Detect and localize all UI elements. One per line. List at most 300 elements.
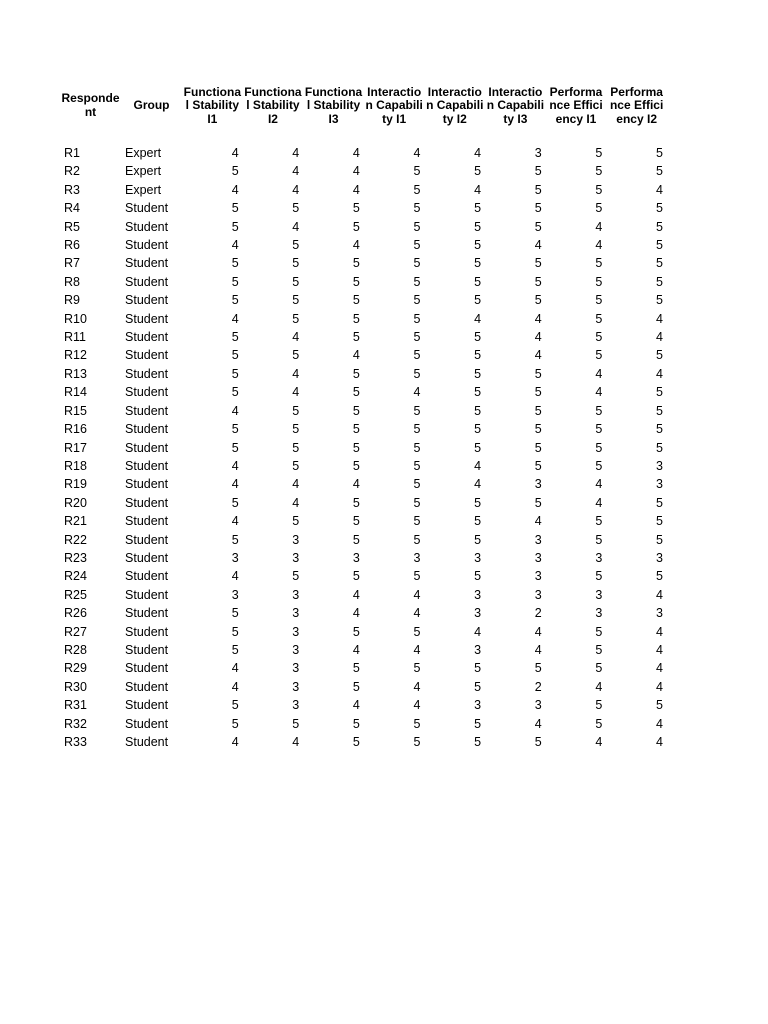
group-cell: Student <box>125 661 169 676</box>
score-cell: 4 <box>231 403 239 418</box>
score-cell: 5 <box>656 348 663 363</box>
score-cell: 5 <box>595 698 603 713</box>
score-cell: 4 <box>656 716 663 731</box>
score-cell: 4 <box>534 348 542 363</box>
score-cell: 5 <box>231 219 239 234</box>
group-cell: Student <box>125 238 169 253</box>
table-row <box>60 457 667 475</box>
score-cell: 3 <box>534 146 542 160</box>
score-cell: 4 <box>231 311 239 326</box>
score-cell: 4 <box>534 514 542 529</box>
score-cell: 3 <box>534 587 542 602</box>
score-cell: 3 <box>474 698 482 713</box>
score-cell: 5 <box>656 219 663 234</box>
score-cell: 5 <box>413 716 421 731</box>
score-cell: 5 <box>413 477 421 492</box>
score-cell: 4 <box>413 385 421 400</box>
score-cell: 5 <box>352 403 360 418</box>
respondent-cell: R21 <box>64 514 87 529</box>
score-cell: 4 <box>352 182 360 197</box>
header-functional-stability-i3: Functional Stability I3 <box>304 84 363 126</box>
score-cell: 4 <box>352 606 360 621</box>
score-cell: 4 <box>534 624 542 639</box>
score-cell: 5 <box>534 164 542 179</box>
score-cell: 5 <box>656 440 663 455</box>
score-cell: 5 <box>231 348 239 363</box>
score-cell: 5 <box>413 201 421 216</box>
score-cell: 4 <box>231 182 239 197</box>
group-cell: Student <box>125 219 169 234</box>
score-cell: 4 <box>474 458 482 473</box>
score-cell: 5 <box>534 201 542 216</box>
score-cell: 5 <box>292 569 300 584</box>
score-cell: 5 <box>474 366 482 381</box>
group-cell: Student <box>125 311 169 326</box>
score-cell: 5 <box>413 366 421 381</box>
table-row <box>60 696 667 714</box>
group-cell: Student <box>125 514 169 529</box>
score-cell: 5 <box>595 182 603 197</box>
score-cell: 5 <box>413 440 421 455</box>
table-row <box>60 291 667 309</box>
table-row <box>60 181 667 199</box>
group-cell: Student <box>125 330 169 345</box>
score-cell: 4 <box>352 238 360 253</box>
score-cell: 5 <box>413 293 421 308</box>
score-cell: 5 <box>474 532 482 547</box>
score-cell: 5 <box>352 256 360 271</box>
score-cell: 5 <box>595 164 603 179</box>
table-row <box>60 402 667 420</box>
group-cell: Student <box>125 201 169 216</box>
table-row <box>60 236 667 254</box>
score-cell: 3 <box>656 477 663 492</box>
header-respondent: Respondent <box>61 91 120 119</box>
score-cell: 5 <box>292 458 300 473</box>
score-cell: 5 <box>231 440 239 455</box>
group-cell: Expert <box>125 164 162 179</box>
group-cell: Student <box>125 569 169 584</box>
score-cell: 4 <box>656 661 663 676</box>
spacer-cell <box>60 136 667 144</box>
table-row <box>60 199 667 217</box>
score-cell: 5 <box>474 256 482 271</box>
group-cell: Student <box>125 716 169 731</box>
score-cell: 3 <box>474 642 482 657</box>
score-cell: 5 <box>656 274 663 289</box>
score-cell: 5 <box>231 274 239 289</box>
score-cell: 4 <box>534 311 542 326</box>
table-row <box>60 531 667 549</box>
score-cell: 4 <box>474 146 482 160</box>
score-cell: 5 <box>534 385 542 400</box>
score-cell: 5 <box>595 642 603 657</box>
header-functional-stability-i2: Functional Stability I2 <box>244 84 302 126</box>
score-cell: 5 <box>292 514 300 529</box>
score-cell: 5 <box>534 219 542 234</box>
score-cell: 4 <box>231 679 239 694</box>
respondent-cell: R11 <box>64 330 87 345</box>
group-cell: Student <box>125 440 169 455</box>
score-cell: 4 <box>656 587 663 602</box>
group-cell: Student <box>125 587 169 602</box>
score-cell: 3 <box>292 642 300 657</box>
respondent-cell: R16 <box>64 422 87 437</box>
score-cell: 5 <box>595 348 603 363</box>
score-cell: 3 <box>534 698 542 713</box>
respondent-cell: R8 <box>64 274 80 289</box>
score-cell: 5 <box>595 716 603 731</box>
score-cell: 4 <box>352 348 360 363</box>
score-cell: 5 <box>595 293 603 308</box>
score-cell: 4 <box>292 366 300 381</box>
score-cell: 5 <box>595 146 603 160</box>
score-cell: 5 <box>352 274 360 289</box>
score-cell: 5 <box>656 164 663 179</box>
score-cell: 5 <box>534 495 542 510</box>
score-cell: 5 <box>474 422 482 437</box>
respondent-cell: R4 <box>64 201 80 216</box>
score-cell: 5 <box>474 716 482 731</box>
score-cell: 5 <box>413 532 421 547</box>
score-cell: 5 <box>352 716 360 731</box>
score-cell: 5 <box>534 403 542 418</box>
score-cell: 4 <box>656 624 663 639</box>
score-cell: 5 <box>413 256 421 271</box>
score-cell: 3 <box>474 550 482 565</box>
score-cell: 3 <box>595 587 603 602</box>
score-cell: 5 <box>595 403 603 418</box>
score-cell: 5 <box>595 532 603 547</box>
score-cell: 5 <box>474 679 482 694</box>
group-cell: Student <box>125 403 169 418</box>
score-cell: 4 <box>292 330 300 345</box>
score-cell: 5 <box>352 330 360 345</box>
table-row <box>60 420 667 438</box>
score-cell: 4 <box>656 679 663 694</box>
score-cell: 5 <box>474 201 482 216</box>
score-cell: 5 <box>595 624 603 639</box>
score-cell: 3 <box>656 458 663 473</box>
respondent-cell: R12 <box>64 348 87 363</box>
score-cell: 4 <box>352 477 360 492</box>
table-row <box>60 549 667 567</box>
score-cell: 5 <box>595 458 603 473</box>
group-cell: Student <box>125 606 169 621</box>
table-row <box>60 678 667 696</box>
respondent-cell: R9 <box>64 293 80 308</box>
header-functional-stability-i1: Functional Stability I1 <box>183 84 241 126</box>
respondent-cell: R10 <box>64 311 87 326</box>
group-cell: Expert <box>125 182 162 197</box>
score-cell: 4 <box>352 164 360 179</box>
score-cell: 5 <box>474 348 482 363</box>
score-cell: 4 <box>595 219 603 234</box>
table-row <box>60 346 667 364</box>
score-cell: 4 <box>413 642 421 657</box>
score-cell: 5 <box>231 624 239 639</box>
score-cell: 3 <box>413 550 421 565</box>
score-cell: 3 <box>292 624 300 639</box>
respondent-cell: R25 <box>64 587 87 602</box>
group-cell: Student <box>125 624 169 639</box>
score-cell: 4 <box>656 735 663 749</box>
score-cell: 4 <box>292 182 300 197</box>
respondent-scores-table <box>60 76 667 751</box>
group-cell: Student <box>125 422 169 437</box>
score-cell: 5 <box>534 293 542 308</box>
score-cell: 4 <box>352 642 360 657</box>
group-cell: Student <box>125 532 169 547</box>
score-cell: 5 <box>292 348 300 363</box>
table-row <box>60 144 667 162</box>
group-cell: Student <box>125 698 169 713</box>
respondent-cell: R33 <box>64 735 87 749</box>
score-cell: 3 <box>352 550 360 565</box>
score-cell: 5 <box>413 495 421 510</box>
score-cell: 5 <box>534 422 542 437</box>
score-cell: 5 <box>656 514 663 529</box>
score-cell: 5 <box>413 219 421 234</box>
score-cell: 5 <box>534 366 542 381</box>
score-cell: 4 <box>352 146 360 160</box>
score-cell: 3 <box>292 550 300 565</box>
score-cell: 4 <box>474 311 482 326</box>
table-row <box>60 383 667 401</box>
score-cell: 5 <box>231 532 239 547</box>
respondent-cell: R6 <box>64 238 80 253</box>
score-cell: 5 <box>292 403 300 418</box>
score-cell: 5 <box>352 569 360 584</box>
score-cell: 4 <box>231 477 239 492</box>
score-cell: 3 <box>292 532 300 547</box>
score-cell: 4 <box>413 587 421 602</box>
score-cell: 5 <box>231 330 239 345</box>
score-cell: 5 <box>413 330 421 345</box>
score-cell: 5 <box>474 293 482 308</box>
score-cell: 4 <box>231 735 239 749</box>
respondent-cell: R27 <box>64 624 87 639</box>
score-cell: 4 <box>474 624 482 639</box>
respondent-cell: R28 <box>64 642 87 657</box>
score-cell: 3 <box>595 606 603 621</box>
score-cell: 5 <box>352 422 360 437</box>
score-cell: 2 <box>534 606 542 621</box>
table-row <box>60 254 667 272</box>
score-cell: 3 <box>292 606 300 621</box>
score-cell: 4 <box>231 238 239 253</box>
group-cell: Student <box>125 642 169 657</box>
score-cell: 4 <box>413 606 421 621</box>
table-row <box>60 494 667 512</box>
score-cell: 3 <box>292 587 300 602</box>
score-cell: 4 <box>656 366 663 381</box>
header-interaction-capability-i1: Interaction Capability I1 <box>365 84 423 126</box>
score-cell: 4 <box>595 477 603 492</box>
group-cell: Student <box>125 495 169 510</box>
table-row <box>60 218 667 236</box>
score-cell: 4 <box>656 330 663 345</box>
table-row <box>60 604 667 622</box>
respondent-cell: R31 <box>64 698 87 713</box>
score-cell: 5 <box>656 256 663 271</box>
score-cell: 5 <box>413 735 421 749</box>
score-cell: 5 <box>413 164 421 179</box>
score-cell: 5 <box>231 293 239 308</box>
score-cell: 5 <box>474 661 482 676</box>
respondent-cell: R23 <box>64 550 87 565</box>
score-cell: 5 <box>595 422 603 437</box>
score-cell: 5 <box>534 735 542 749</box>
score-cell: 4 <box>292 146 300 160</box>
score-cell: 4 <box>231 146 239 160</box>
score-cell: 5 <box>474 495 482 510</box>
score-cell: 5 <box>231 495 239 510</box>
score-cell: 5 <box>231 422 239 437</box>
score-cell: 4 <box>292 219 300 234</box>
score-cell: 4 <box>534 330 542 345</box>
score-cell: 3 <box>231 587 239 602</box>
score-cell: 5 <box>231 366 239 381</box>
score-cell: 5 <box>352 624 360 639</box>
score-cell: 4 <box>231 514 239 529</box>
group-cell: Student <box>125 550 169 565</box>
score-cell: 5 <box>292 311 300 326</box>
table-row <box>60 439 667 457</box>
group-cell: Student <box>125 274 169 289</box>
score-cell: 4 <box>352 587 360 602</box>
header-interaction-capability-i3: Interaction Capability I3 <box>486 84 545 126</box>
score-cell: 5 <box>352 219 360 234</box>
table-row <box>60 475 667 493</box>
group-cell: Student <box>125 293 169 308</box>
score-cell: 5 <box>474 403 482 418</box>
score-cell: 4 <box>595 679 603 694</box>
score-cell: 5 <box>352 735 360 749</box>
respondent-cell: R5 <box>64 219 80 234</box>
score-cell: 5 <box>656 385 663 400</box>
score-cell: 5 <box>352 458 360 473</box>
score-cell: 5 <box>413 422 421 437</box>
score-cell: 5 <box>352 385 360 400</box>
table-row <box>60 733 667 751</box>
score-cell: 5 <box>656 532 663 547</box>
score-cell: 5 <box>413 311 421 326</box>
score-cell: 5 <box>292 440 300 455</box>
score-cell: 5 <box>534 661 542 676</box>
score-cell: 5 <box>534 182 542 197</box>
score-cell: 5 <box>534 440 542 455</box>
score-cell: 4 <box>292 164 300 179</box>
score-cell: 5 <box>474 569 482 584</box>
score-cell: 3 <box>595 550 603 565</box>
table-row <box>60 567 667 585</box>
score-cell: 4 <box>656 311 663 326</box>
score-cell: 5 <box>595 330 603 345</box>
score-cell: 4 <box>534 238 542 253</box>
score-cell: 5 <box>413 569 421 584</box>
score-cell: 5 <box>292 293 300 308</box>
score-cell: 5 <box>292 238 300 253</box>
score-cell: 5 <box>352 514 360 529</box>
header-interaction-capability-i2: Interaction Capability I2 <box>426 84 484 126</box>
respondent-cell: R14 <box>64 385 87 400</box>
score-cell: 3 <box>534 569 542 584</box>
respondent-cell: R30 <box>64 679 87 694</box>
table-row <box>60 623 667 641</box>
table-row <box>60 365 667 383</box>
respondent-cell: R32 <box>64 716 87 731</box>
score-cell: 4 <box>292 385 300 400</box>
score-cell: 4 <box>595 238 603 253</box>
respondent-cell: R15 <box>64 403 87 418</box>
group-cell: Student <box>125 256 169 271</box>
spreadsheet-page <box>60 76 670 751</box>
score-cell: 3 <box>231 550 239 565</box>
group-cell: Expert <box>125 146 162 160</box>
score-cell: 5 <box>231 385 239 400</box>
respondent-cell: R24 <box>64 569 87 584</box>
score-cell: 3 <box>534 550 542 565</box>
score-cell: 4 <box>413 679 421 694</box>
score-cell: 5 <box>656 569 663 584</box>
respondent-cell: R22 <box>64 532 87 547</box>
score-cell: 3 <box>656 606 663 621</box>
score-cell: 5 <box>656 495 663 510</box>
score-cell: 5 <box>595 569 603 584</box>
score-cell: 5 <box>534 274 542 289</box>
score-cell: 3 <box>474 606 482 621</box>
table-row <box>60 328 667 346</box>
score-cell: 5 <box>352 201 360 216</box>
score-cell: 5 <box>231 642 239 657</box>
score-cell: 5 <box>413 624 421 639</box>
score-cell: 4 <box>231 661 239 676</box>
score-cell: 5 <box>656 146 663 160</box>
score-cell: 4 <box>595 385 603 400</box>
score-cell: 5 <box>413 514 421 529</box>
score-cell: 4 <box>595 735 603 749</box>
score-cell: 5 <box>413 274 421 289</box>
score-cell: 5 <box>231 606 239 621</box>
score-cell: 5 <box>292 422 300 437</box>
table-body <box>60 144 667 751</box>
table-row <box>60 162 667 180</box>
score-cell: 5 <box>231 256 239 271</box>
score-cell: 5 <box>292 716 300 731</box>
header-spacer <box>60 136 667 144</box>
score-cell: 5 <box>595 274 603 289</box>
header-row <box>60 76 667 136</box>
score-cell: 4 <box>231 569 239 584</box>
score-cell: 4 <box>474 182 482 197</box>
group-cell: Student <box>125 477 169 492</box>
score-cell: 4 <box>231 458 239 473</box>
score-cell: 4 <box>413 146 421 160</box>
score-cell: 5 <box>352 311 360 326</box>
score-cell: 4 <box>534 716 542 731</box>
table-row <box>60 641 667 659</box>
score-cell: 5 <box>595 440 603 455</box>
group-cell: Student <box>125 458 169 473</box>
score-cell: 5 <box>474 385 482 400</box>
score-cell: 5 <box>474 219 482 234</box>
score-cell: 4 <box>292 735 300 749</box>
score-cell: 4 <box>595 366 603 381</box>
score-cell: 4 <box>292 477 300 492</box>
score-cell: 5 <box>656 422 663 437</box>
group-cell: Student <box>125 735 169 749</box>
